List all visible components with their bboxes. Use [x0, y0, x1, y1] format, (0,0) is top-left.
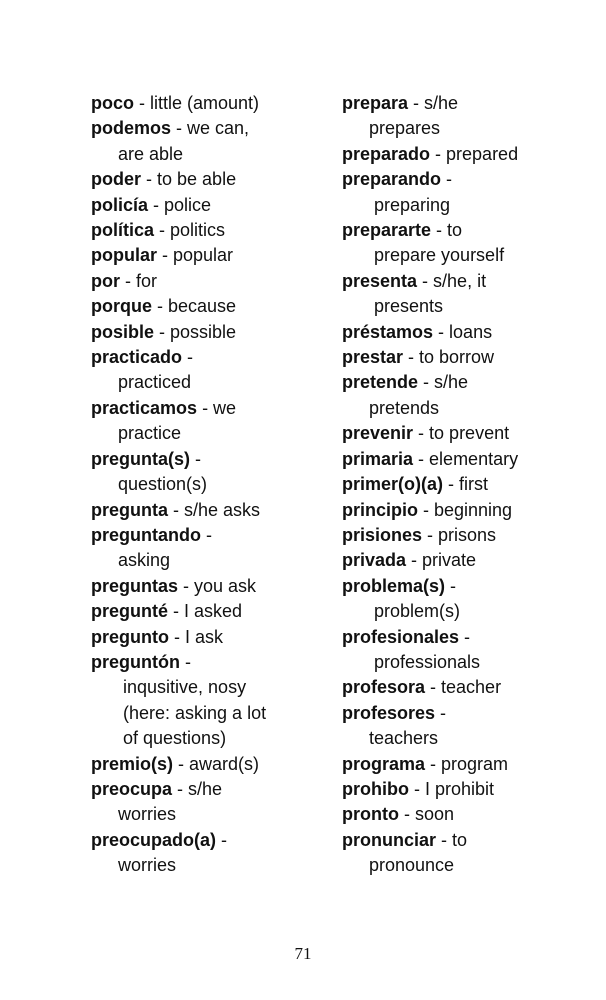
entry-definition-continued: of questions) [123, 728, 227, 749]
entry-headword: prepararte [342, 220, 432, 241]
entry-headword: prisiones [342, 524, 423, 545]
entry-headword: política [91, 220, 155, 241]
entry-definition: - [445, 575, 457, 596]
glossary-entry [91, 574, 326, 599]
entry-headword: policía [91, 194, 149, 215]
entry-headword: preguntón [91, 651, 180, 672]
entry-definition-continued: inqusitive, nosy [123, 677, 247, 698]
entry-definition: - prisons [422, 524, 497, 545]
entry-definition-continued: prepares [369, 118, 441, 139]
entry-headword: preguntando [91, 524, 201, 545]
entry-definition-continued: pretends [369, 397, 440, 418]
entry-definition: - first [443, 474, 489, 495]
entry-definition: - to prevent [413, 423, 510, 444]
entry-headword: presenta [342, 270, 418, 291]
entry-headword: pregunto [91, 626, 169, 647]
entry-definition: - to be able [141, 169, 237, 190]
glossary-entry [91, 91, 326, 116]
glossary-entry [342, 675, 592, 700]
glossary-entry [91, 625, 326, 650]
entry-definition: - [182, 347, 194, 368]
glossary-entry [91, 396, 326, 447]
glossary-entry [91, 218, 326, 243]
entry-headword: primaria [342, 448, 414, 469]
entry-definition: - s/he [172, 778, 223, 799]
entry-definition-continued: prepare yourself [374, 245, 505, 266]
glossary-entry [342, 802, 592, 827]
right-column [342, 91, 592, 879]
entry-headword: pregunta(s) [91, 448, 190, 469]
glossary-entry [342, 498, 592, 523]
entry-headword: popular [91, 245, 157, 266]
glossary-entry [91, 498, 326, 523]
entry-definition: - soon [398, 804, 455, 825]
glossary-entry [342, 345, 592, 370]
glossary-entry [91, 294, 326, 319]
entry-definition: - for [120, 270, 158, 291]
entry-headword: por [91, 270, 120, 291]
entry-definition: - private [406, 550, 477, 571]
entry-definition: - prepared [430, 143, 519, 164]
entry-definition: - award(s) [173, 753, 260, 774]
glossary-entry [342, 625, 592, 676]
entry-definition: - popular [157, 245, 234, 266]
entry-definition: - [435, 702, 447, 723]
entry-definition: - to borrow [403, 347, 495, 368]
entry-definition: - I prohibit [408, 778, 495, 799]
entry-headword: principio [342, 499, 418, 520]
entry-definition-continued: (here: asking a lot [123, 702, 267, 723]
page-number: 71 [294, 944, 312, 963]
entry-definition: - little (amount) [134, 93, 260, 113]
left-column [91, 91, 326, 879]
glossary-entry [91, 447, 326, 498]
entry-definition: - I asked [168, 601, 243, 622]
entry-headword: preocupado(a) [91, 829, 217, 850]
glossary-entry [91, 599, 326, 624]
glossary-entry [342, 701, 592, 752]
entry-headword: preparando [342, 169, 442, 190]
entry-definition: - s/he [408, 93, 459, 113]
entry-definition: - police [148, 194, 212, 215]
glossary-entry [91, 243, 326, 268]
entry-definition: - possible [154, 321, 237, 342]
glossary-entry [91, 777, 326, 828]
entry-definition: - teacher [425, 677, 502, 698]
entry-definition: - politics [154, 220, 226, 241]
entry-definition: - [441, 169, 453, 190]
entry-definition: - [459, 626, 471, 647]
entry-definition: - program [425, 753, 509, 774]
entry-headword: pretende [342, 372, 419, 393]
glossary-entry [91, 269, 326, 294]
entry-headword: pregunté [91, 601, 169, 622]
glossary-entry [342, 320, 592, 345]
glossary-entry [342, 447, 592, 472]
entry-headword: prepara [342, 93, 409, 113]
entry-definition: - [216, 829, 228, 850]
entry-definition-continued: question(s) [118, 474, 208, 495]
entry-headword: posible [91, 321, 155, 342]
entry-headword: podemos [91, 118, 172, 139]
entry-headword: practicamos [91, 397, 198, 418]
entry-definition: - I ask [169, 626, 224, 647]
entry-definition: - to [436, 829, 468, 850]
entry-headword: prohibo [342, 778, 409, 799]
glossary-entry [342, 218, 592, 269]
entry-definition: - to [431, 220, 463, 241]
entry-definition: - elementary [413, 448, 519, 469]
entry-definition: - beginning [418, 499, 513, 520]
entry-definition: - [201, 524, 212, 545]
entry-headword: problema(s) [342, 575, 446, 596]
entry-headword: programa [342, 753, 426, 774]
entry-headword: profesores [342, 702, 436, 723]
entry-definition: - we can, [171, 118, 250, 139]
entry-definition-continued: professionals [374, 651, 481, 672]
entry-definition: - we [197, 397, 237, 418]
entry-headword: poco [91, 93, 134, 113]
glossary-entry [91, 523, 326, 574]
entry-headword: pronunciar [342, 829, 437, 850]
glossary-entry [342, 91, 592, 142]
entry-definition-continued: are able [118, 143, 184, 164]
entry-definition-continued: worries [118, 855, 177, 876]
entry-definition-continued: practiced [118, 372, 192, 393]
entry-definition-continued: preparing [374, 194, 451, 215]
entry-definition-continued: asking [118, 550, 171, 571]
entry-definition: - s/he asks [168, 499, 261, 520]
entry-definition-continued: practice [118, 423, 182, 444]
entry-headword: profesora [342, 677, 426, 698]
entry-headword: pronto [342, 804, 399, 825]
glossary-entry [342, 142, 592, 167]
entry-headword: profesionales [342, 626, 460, 647]
glossary-entry [91, 116, 326, 167]
entry-definition: - s/he, it [417, 270, 487, 291]
entry-definition-continued: problem(s) [374, 601, 461, 622]
entry-headword: premio(s) [91, 753, 174, 774]
glossary-entry [91, 320, 326, 345]
glossary-entry [342, 167, 592, 218]
glossary-entry [342, 548, 592, 573]
entry-definition: - you ask [178, 575, 257, 596]
entry-definition: - [190, 448, 201, 469]
glossary-entry [342, 421, 592, 446]
glossary-entry [342, 574, 592, 625]
entry-definition-continued: worries [118, 804, 177, 825]
glossary-entry [342, 752, 592, 777]
entry-definition-continued: teachers [369, 728, 439, 749]
entry-definition-continued: presents [374, 296, 444, 317]
entry-headword: primer(o)(a) [342, 474, 444, 495]
entry-headword: pregunta [91, 499, 169, 520]
entry-definition: - [179, 651, 191, 672]
glossary-entry [91, 345, 326, 396]
entry-headword: practicado [91, 347, 183, 368]
entry-definition: - loans [433, 321, 493, 342]
entry-definition: - because [152, 296, 237, 317]
glossary-entry [342, 523, 592, 548]
glossary-entry [91, 828, 326, 879]
entry-definition-continued: pronounce [369, 855, 455, 876]
glossary-entry [91, 752, 326, 777]
entry-headword: preparado [342, 143, 431, 164]
entry-headword: prestar [342, 347, 404, 368]
glossary-entry [91, 650, 326, 752]
glossary-entry [91, 193, 326, 218]
entry-headword: preocupa [91, 778, 173, 799]
entry-headword: porque [91, 296, 152, 317]
entry-headword: poder [91, 169, 142, 190]
entry-headword: prevenir [342, 423, 414, 444]
glossary-entry [342, 370, 592, 421]
glossary-entry [342, 777, 592, 802]
glossary-entry [342, 828, 592, 879]
entry-headword: privada [342, 550, 407, 571]
glossary-entry [91, 167, 326, 192]
entry-headword: préstamos [342, 321, 434, 342]
entry-definition: - s/he [418, 372, 469, 393]
glossary-entry [342, 472, 592, 497]
glossary-entry [342, 269, 592, 320]
entry-headword: preguntas [91, 575, 179, 596]
